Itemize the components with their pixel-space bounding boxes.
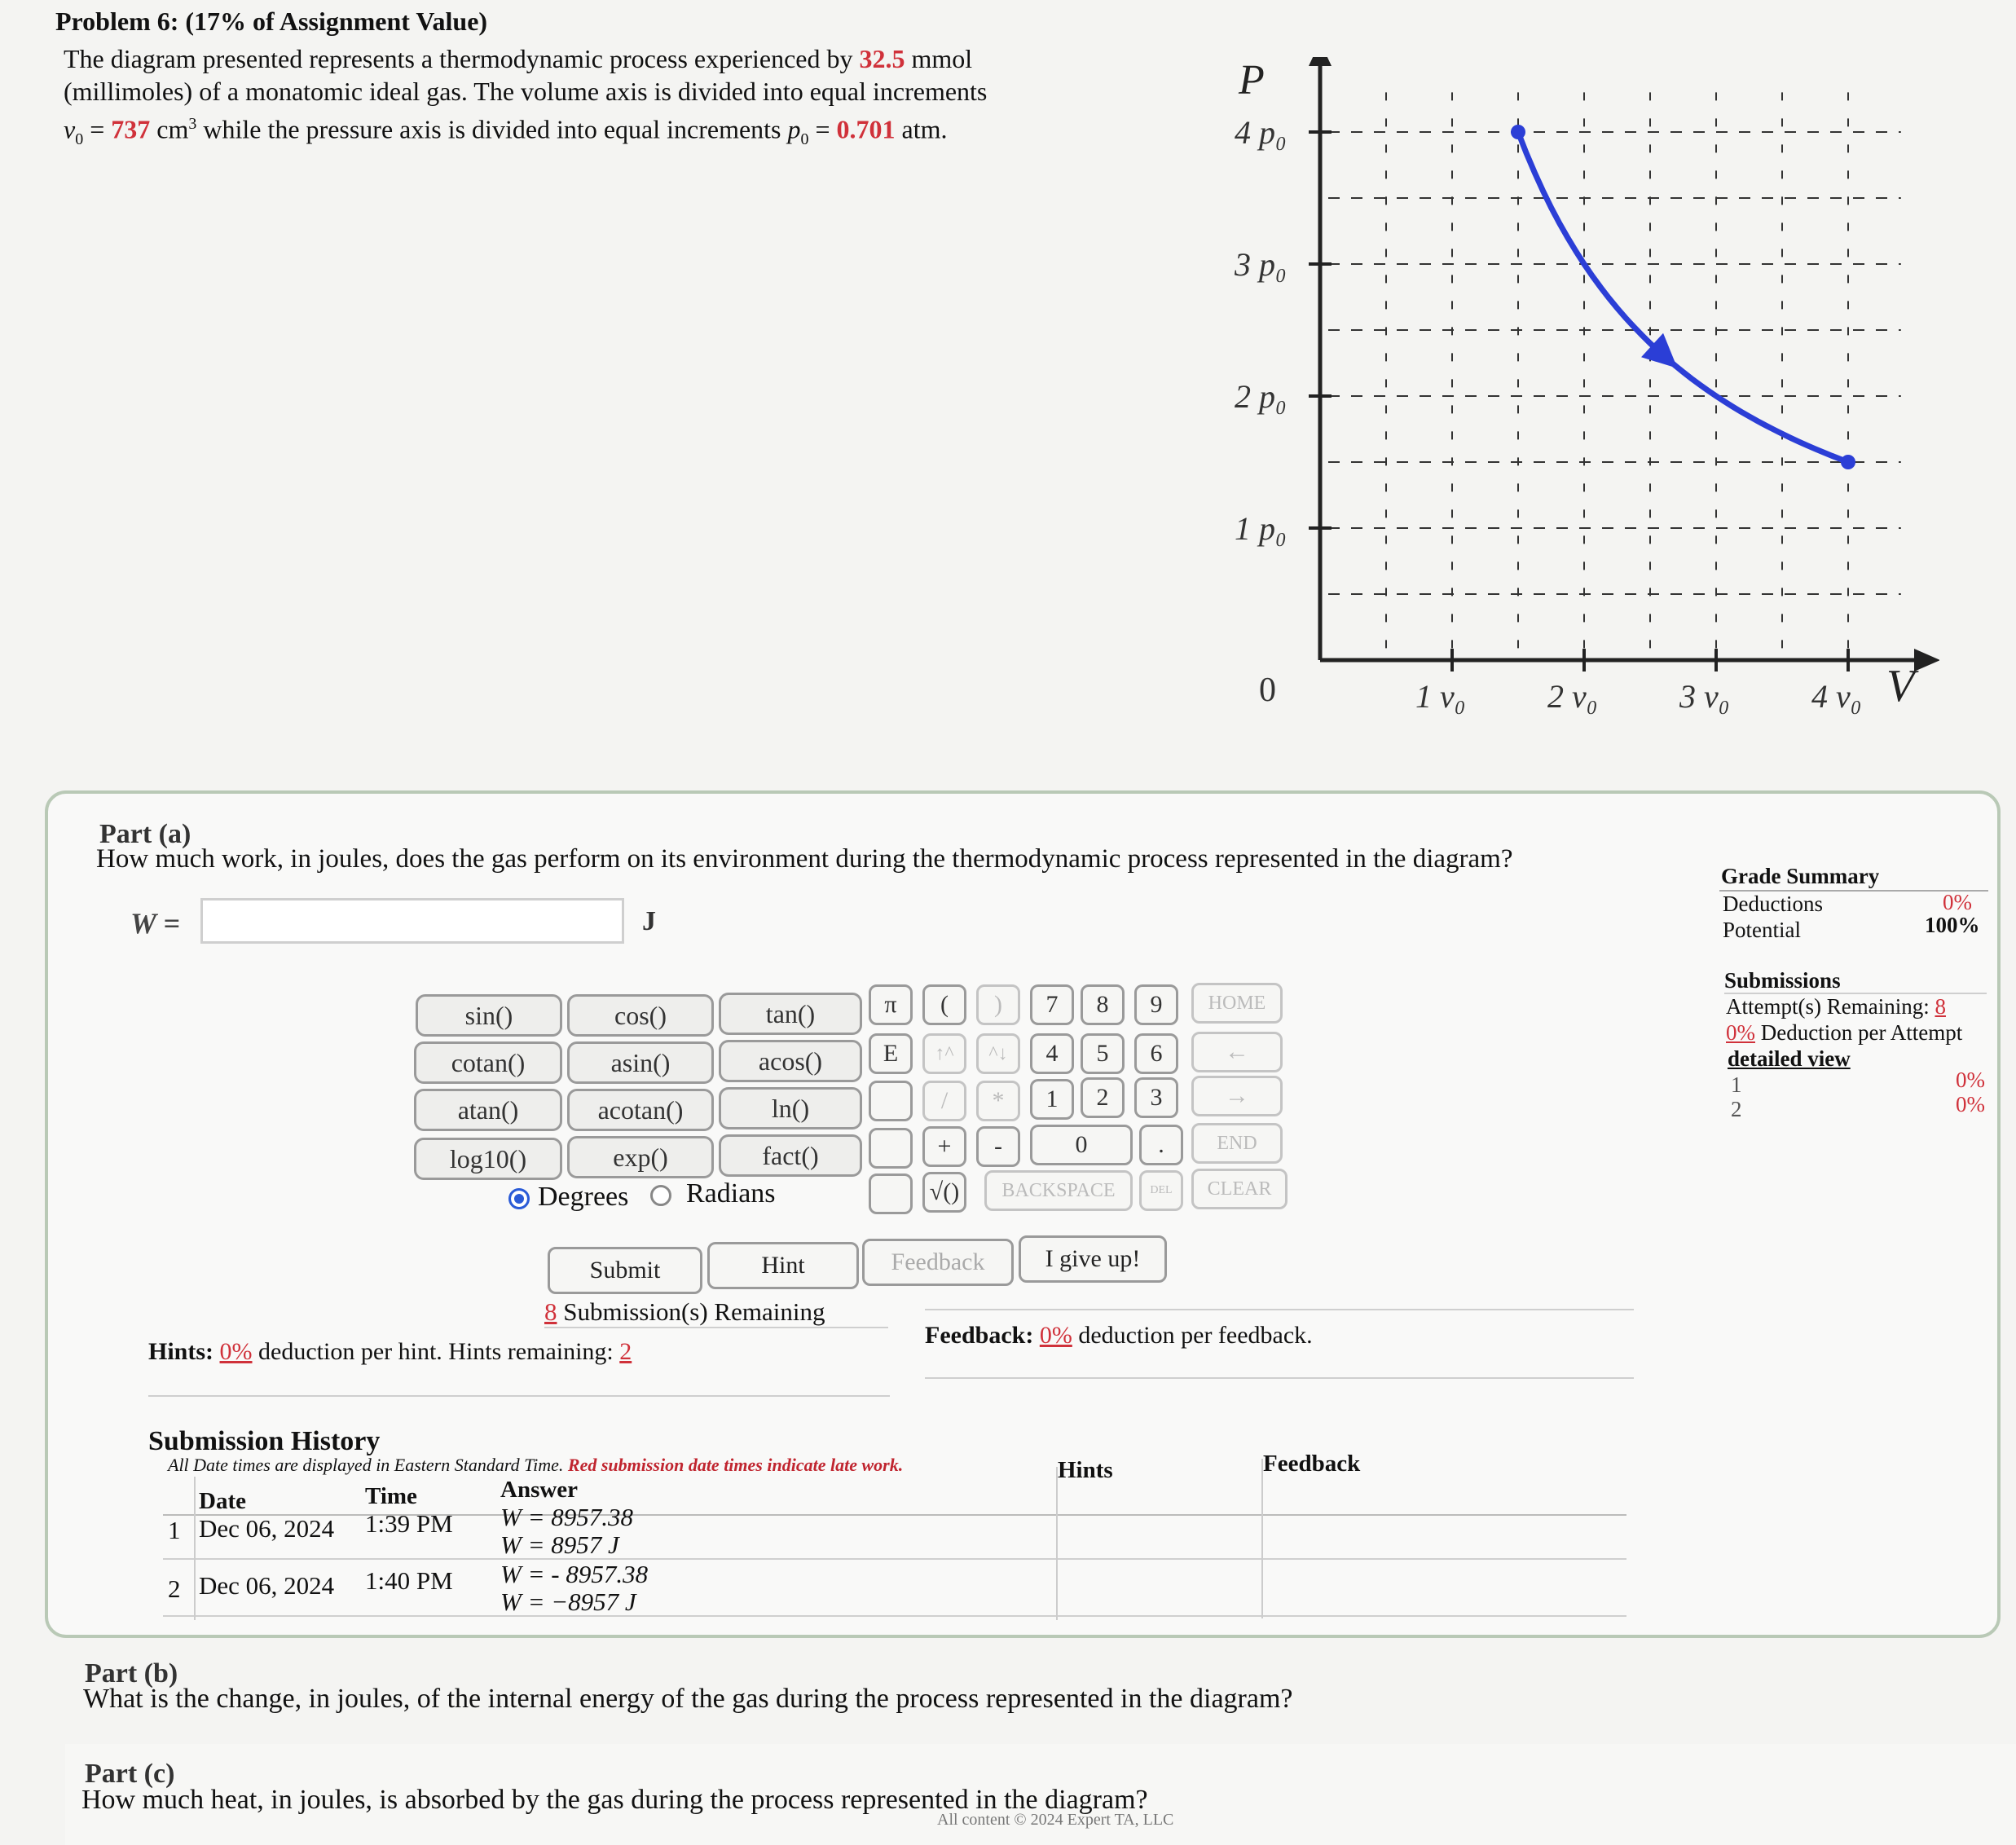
row-2-num: 2 (168, 1574, 181, 1603)
part-b-label: Part (b) (85, 1658, 178, 1689)
attempt-1-value: 0% (1956, 1068, 1985, 1092)
digit-0-button[interactable]: 0 (1030, 1125, 1133, 1165)
history-note (168, 1455, 903, 1476)
v-tick-label: 1 v₀ (1415, 678, 1466, 715)
submissions-count: 8 (544, 1297, 557, 1326)
problem-line3-mid: while the pressure axis is divided into equal increments (196, 114, 788, 144)
row-2-answer-raw: W = - 8957.38 (500, 1560, 649, 1588)
v-tick-label: 2 v₀ (1547, 678, 1598, 715)
e-button[interactable]: E (869, 1033, 913, 1074)
attempt-2-num: 2 (1731, 1097, 1742, 1121)
digit-5-button[interactable]: 5 (1081, 1033, 1125, 1074)
give-up-button[interactable]: I give up! (1019, 1235, 1167, 1283)
digit-2-button[interactable]: 2 (1081, 1077, 1125, 1118)
attempts-label: Attempt(s) Remaining: (1726, 994, 1935, 1019)
radians-label: Radians (686, 1178, 776, 1209)
answer-var-label: W = (130, 907, 180, 940)
blank-key-button[interactable] (869, 1081, 913, 1121)
problem-statement (64, 42, 1098, 156)
row-1-time: 1:39 PM (365, 1509, 453, 1538)
col-time: Time (365, 1483, 417, 1509)
v-tick-label: 3 v₀ (1679, 678, 1730, 715)
p-tick-label: 1 p₀ (1235, 510, 1287, 547)
hints-info (148, 1338, 632, 1366)
digit-9-button[interactable]: 9 (1134, 984, 1178, 1025)
footer-copyright: All content © 2024 Expert TA, LLC (937, 1811, 1174, 1829)
part-b-question: What is the change, in joules, of the internal energy of the gas during the process represented in the diagram? (83, 1684, 1293, 1714)
p0-value: 0.701 (836, 114, 896, 144)
feedback-pct: 0% (1039, 1322, 1072, 1349)
v0-value: 737 (111, 114, 151, 144)
pi-button[interactable]: π (869, 984, 913, 1025)
backspace-button[interactable]: BACKSPACE (984, 1170, 1133, 1211)
del-button[interactable]: DEL (1139, 1170, 1183, 1211)
row-1-num: 1 (168, 1516, 181, 1544)
col-feedback: Feedback (1263, 1451, 1361, 1477)
col-hints: Hints (1058, 1457, 1113, 1483)
plus-button[interactable]: + (922, 1126, 966, 1167)
problem-line1-a: The diagram presented represents a thermodynamic process experienced by (64, 44, 860, 73)
p0-unit: atm. (895, 114, 948, 144)
tan-button[interactable]: tan() (719, 993, 862, 1035)
problem-line1-b: mmol (905, 44, 973, 73)
v0-sub: 0 (75, 130, 84, 149)
pv-diagram (1190, 57, 1939, 733)
right-arrow-button[interactable]: → (1191, 1076, 1283, 1116)
row-2-answer-formatted: W = −8957 J (500, 1587, 636, 1616)
radians-radio[interactable] (650, 1185, 671, 1206)
p0-eq: = (808, 114, 837, 144)
v0-exp: 3 (188, 115, 197, 133)
attempt-2-value: 0% (1956, 1092, 1985, 1116)
submissions-title: Submissions (1724, 968, 1841, 993)
decimal-button[interactable]: . (1139, 1125, 1183, 1165)
start-point (1511, 125, 1525, 139)
diagram-grid (1328, 92, 1901, 652)
attempt-1-num: 1 (1731, 1072, 1742, 1097)
log10-button[interactable]: log10() (414, 1138, 562, 1180)
cos-button[interactable]: cos() (567, 994, 714, 1037)
v0-label: v (64, 114, 76, 144)
p-tick-label: 3 p₀ (1235, 246, 1287, 283)
problem-title: Problem 6: (17% of Assignment Value) (55, 7, 488, 36)
end-point (1841, 455, 1855, 469)
deduction-pct: 0% (1726, 1020, 1755, 1045)
cotan-button[interactable]: cotan() (414, 1041, 562, 1084)
col-answer: Answer (500, 1477, 579, 1503)
attempts-value: 8 (1935, 994, 1946, 1019)
p-tick-label: 4 p₀ (1235, 114, 1287, 151)
left-arrow-button[interactable]: ← (1191, 1032, 1283, 1072)
sin-button[interactable]: sin() (416, 994, 562, 1037)
v-axis-label: V (1886, 661, 1915, 711)
row-2-date: Dec 06, 2024 (199, 1571, 335, 1600)
blank-key-button-3[interactable] (869, 1173, 913, 1214)
submissions-remaining (544, 1297, 825, 1327)
v-axis-arrow-icon (1914, 649, 1939, 672)
p-tick-label: 2 p₀ (1235, 378, 1287, 415)
deduction-text: Deduction per Attempt (1755, 1020, 1963, 1045)
digit-4-button[interactable]: 4 (1030, 1033, 1074, 1074)
potential-value: 100% (1925, 913, 1980, 937)
clear-button[interactable]: CLEAR (1191, 1169, 1288, 1209)
p-tick-labels (1234, 114, 1287, 547)
potential-label: Potential (1723, 918, 1801, 942)
diagram-axes (1309, 57, 1939, 672)
v0-unit: cm (150, 114, 189, 144)
digit-8-button[interactable]: 8 (1081, 984, 1125, 1025)
answer-unit: J (642, 906, 656, 936)
p-axis-arrow-icon (1309, 57, 1332, 66)
hints-text: deduction per hint. Hints remaining: (252, 1338, 620, 1365)
grade-summary-title: Grade Summary (1721, 864, 1880, 888)
hints-pct: 0% (219, 1338, 253, 1365)
fact-button[interactable]: fact() (719, 1134, 862, 1177)
hints-remaining[interactable]: 2 (619, 1338, 632, 1365)
ln-button[interactable]: ln() (719, 1087, 862, 1129)
v-tick-label: 4 v₀ (1811, 678, 1862, 715)
feedback-info (925, 1322, 1313, 1350)
feedback-label: Feedback: (925, 1322, 1040, 1349)
part-a-label: Part (a) (99, 819, 191, 849)
history-note-tz: All Date times are displayed in Eastern Standard Time. (168, 1455, 568, 1475)
history-note-late: Red submission date times indicate late work. (567, 1455, 904, 1475)
submit-button[interactable]: Submit (548, 1247, 702, 1294)
p0-label: p (787, 114, 801, 144)
process-curve (1518, 132, 1848, 462)
digit-7-button[interactable]: 7 (1030, 984, 1074, 1025)
rparen-button[interactable]: ) (976, 984, 1020, 1025)
degrees-radio[interactable] (508, 1188, 530, 1209)
digit-3-button[interactable]: 3 (1134, 1077, 1178, 1118)
attempts-remaining (1726, 994, 1946, 1019)
row-1-date: Dec 06, 2024 (199, 1514, 335, 1543)
p-axis-label: P (1239, 57, 1265, 103)
home-button[interactable]: HOME (1191, 983, 1283, 1024)
part-c-label: Part (c) (85, 1759, 175, 1789)
degrees-label: Degrees (538, 1182, 629, 1212)
exp-button[interactable]: exp() (567, 1136, 714, 1178)
hint-button[interactable]: Hint (707, 1242, 859, 1289)
feedback-text: deduction per feedback. (1072, 1322, 1313, 1349)
deductions-label: Deductions (1723, 892, 1823, 916)
part-a-question: How much work, in joules, does the gas perform on its environment during the thermodynamic process represented in the diagram? (96, 844, 1513, 874)
lparen-button[interactable]: ( (922, 984, 966, 1025)
deduction-per-attempt (1726, 1020, 1962, 1046)
minus-button[interactable]: - (976, 1126, 1020, 1167)
origin-label: 0 (1259, 672, 1276, 709)
end-button[interactable]: END (1191, 1123, 1283, 1164)
acos-button[interactable]: acos() (719, 1040, 862, 1082)
problem-line2: (millimoles) of a monatomic ideal gas. The volume axis is divided into equal increments (64, 77, 988, 106)
atan-button[interactable]: atan() (414, 1089, 562, 1131)
deductions-value: 0% (1943, 890, 1972, 914)
multiply-button[interactable]: * (976, 1081, 1020, 1121)
row-1-answer-formatted: W = 8957 J (500, 1530, 619, 1559)
row-1-answer-raw: W = 8957.38 (500, 1503, 633, 1531)
submissions-text: Submission(s) Remaining (557, 1297, 825, 1326)
part-c-question: How much heat, in joules, is absorbed by the gas during the process represented in the diagram? (81, 1785, 1148, 1815)
answer-input[interactable] (200, 898, 624, 944)
feedback-button[interactable]: Feedback (862, 1239, 1014, 1286)
detailed-view-link[interactable]: detailed view (1728, 1046, 1851, 1071)
n-value: 32.5 (859, 44, 905, 73)
power-down-button[interactable]: ^↓ (976, 1033, 1020, 1074)
row-2-time: 1:40 PM (365, 1566, 453, 1595)
p0-sub: 0 (800, 130, 809, 149)
v0-eq: = (83, 114, 112, 144)
hints-label: Hints: (148, 1338, 220, 1365)
asin-button[interactable]: asin() (567, 1041, 714, 1084)
blank-key-button-2[interactable] (869, 1128, 913, 1169)
digit-6-button[interactable]: 6 (1134, 1033, 1178, 1074)
sqrt-button[interactable]: √() (922, 1172, 966, 1213)
history-title: Submission History (148, 1426, 381, 1456)
power-up-button[interactable]: ↑^ (922, 1033, 966, 1074)
digit-1-button[interactable]: 1 (1030, 1079, 1074, 1120)
v-tick-labels (1415, 678, 1862, 715)
divide-button[interactable]: / (922, 1081, 966, 1121)
acotan-button[interactable]: acotan() (567, 1089, 714, 1131)
col-date: Date (199, 1488, 246, 1514)
